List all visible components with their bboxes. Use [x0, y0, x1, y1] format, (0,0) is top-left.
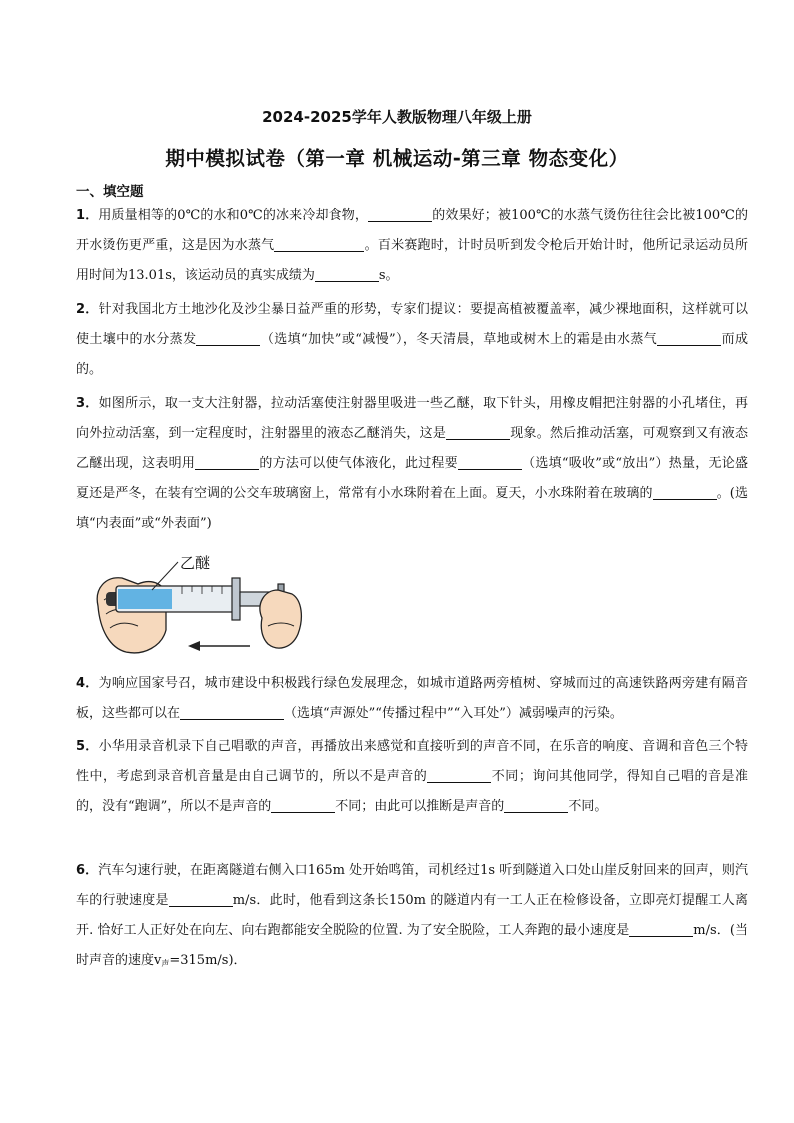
answer-blank[interactable] [657, 330, 721, 346]
answer-blank[interactable] [653, 484, 717, 500]
answer-blank[interactable] [271, 797, 335, 813]
question-1: 1．用质量相等的0℃的水和0℃的冰来冷却食物， 的效果好；被100℃的水蒸气烫伤往往会比被100℃的开水烫伤更严重，这是因为水蒸气 。百米赛跑时，计时员听到发令枪后开始计时，他所记录运动员所用时间为13.01s，该运动员的真实成绩为 s。 [76, 208, 748, 283]
sound-subscript: 声 [161, 959, 170, 968]
question-5: 5．小华用录音机录下自己唱歌的声音，再播放出来感觉和直接听到的声音不同，在乐音的响度、音调和音色三个特性中，考虑到录音机音量是由自己调节的，所以不是声音的 不同；询问其他同学，得知自己唱的音是准的，没有“跑调”，所以不是声音的 不同；由此可以推断是声音的 不同。 [76, 739, 748, 814]
question-4: 4．为响应国家号召，城市建设中积极践行绿色发展理念，如城市道路两旁植树、穿城而过的高速铁路两旁建有隔音板，这些都可以在 （选填“声源处”“传播过程中”“入耳处”）减弱噪声的污染。 [76, 676, 748, 721]
answer-blank[interactable] [315, 266, 379, 282]
answer-blank[interactable] [368, 206, 432, 222]
answer-blank[interactable] [169, 891, 233, 907]
answer-blank[interactable] [504, 797, 568, 813]
question-2: 2．针对我国北方土地沙化及沙尘暴日益严重的形势，专家们提议：要提高植被覆盖率，减少裸地面积，这样就可以使土壤中的水分蒸发 （选填“加快”或“减慢”），冬天清晨，草地或树木上的霜是由水蒸气 而成的。 [76, 302, 748, 377]
answer-blank[interactable] [427, 767, 491, 783]
answer-blank[interactable] [195, 454, 259, 470]
exam-subtitle: 期中模拟试卷（第一章 机械运动-第三章 物态变化） [165, 147, 629, 170]
syringe-flange [232, 578, 240, 620]
question-number: 6． [76, 863, 99, 878]
ether-label: 乙醚 [180, 554, 211, 572]
answer-blank[interactable] [180, 704, 284, 720]
question-number: 5． [76, 739, 99, 754]
question-number: 4． [76, 676, 99, 691]
question-6: 6．汽车匀速行驶，在距离隧道右侧入口165m 处开始鸣笛，司机经过1s 听到隧道入口处山崖反射回来的回声，则汽车的行驶速度是 m/s．此时，他看到这条长150m 的隧道内有一工人正在检修设备，立即亮灯提醒工人离开. 恰好工人正好处在向左、向右跑都能安全脱险的位置. 为了安全脱险，工人奔跑的最小速度是 m/s．(当时声音的速度$v_声=315m/s$)． [76, 863, 749, 968]
exam-title: 2024-2025学年人教版物理八年级上册 [262, 108, 532, 126]
answer-blank[interactable] [458, 454, 522, 470]
answer-blank[interactable] [274, 236, 364, 252]
answer-blank[interactable] [196, 330, 260, 346]
answer-blank[interactable] [446, 424, 510, 440]
syringe-figure [92, 548, 306, 662]
ether-liquid [118, 589, 172, 609]
section-heading: 一、填空题 [76, 184, 144, 200]
answer-blank[interactable] [629, 921, 693, 937]
question-number: 3． [76, 396, 99, 411]
arrow-left-icon [188, 641, 200, 651]
question-number: 1． [76, 208, 99, 223]
right-hand [260, 590, 301, 648]
question-3: 3．如图所示，取一支大注射器，拉动活塞使注射器里吸进一些乙醚，取下针头，用橡皮帽把注射器的小孔堵住，再向外拉动活塞，到一定程度时，注射器里的液态乙醚消失，这是 现象。然后推动活塞，可观察到又有液态乙醚出现，这表明用 的方法可以使气体液化，此过程要 （选填“吸收”或“放出”）热量，无论盛夏还是严冬，在装有空调的公交车玻璃窗上，常常有小水珠附着在上面。夏天，小水珠附着在玻璃的 。(选填“内表面”或“外表面”) [76, 396, 748, 531]
question-number: 2． [76, 302, 99, 317]
